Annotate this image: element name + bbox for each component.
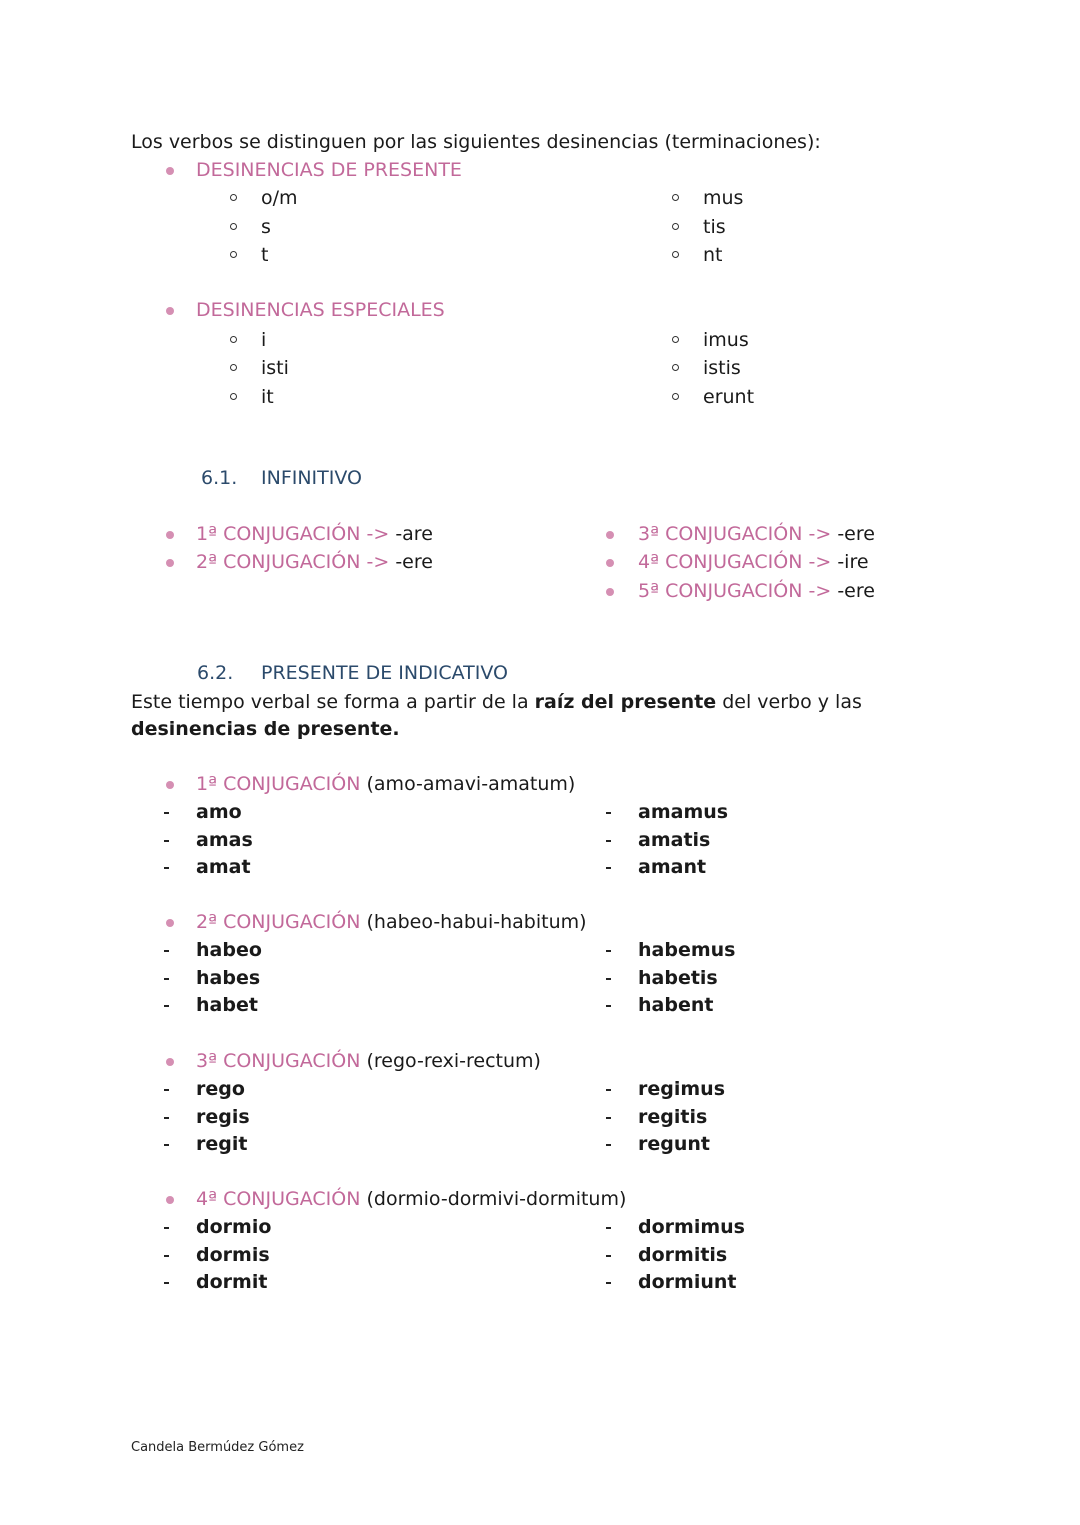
dash-bullet-icon [606,840,611,842]
conjugation-paradigm: (amo-amavi-amatum) [366,773,576,795]
section-title-infinitivo: INFINITIVO [261,467,362,489]
dash-bullet-icon [164,1144,169,1146]
conjugation-heading [196,1050,541,1072]
presente-right-1: mus [703,187,744,209]
especiales-right-1: imus [703,329,749,351]
bullet-icon [166,1058,174,1066]
dash-bullet-icon [164,812,169,814]
presente-indicativo-paragraph: Este tiempo verbal se forma a partir de la raíz del presente del verbo y las desinencias de presente. [131,691,862,740]
circle-bullet-icon [230,194,237,201]
bullet-icon [166,307,174,315]
circle-bullet-icon [230,223,237,230]
bullet-icon [606,588,614,596]
circle-bullet-icon [230,251,237,258]
conjugation-heading [196,1188,626,1210]
verb-form: habes [196,966,261,989]
presente-left-2: s [261,216,271,238]
verb-form: regitis [638,1105,708,1128]
verb-form: amas [196,828,253,851]
dash-bullet-icon [164,1227,169,1229]
dash-bullet-icon [606,1282,611,1284]
especiales-left-3: it [261,386,274,408]
verb-form: regunt [638,1133,710,1155]
bullet-icon [166,559,174,567]
circle-bullet-icon [672,223,679,230]
bullet-icon [166,781,174,789]
circle-bullet-icon [230,393,237,400]
infinitivo-item-2: 2ª CONJUGACIÓN -> -ere [196,551,433,573]
verb-form: habent [638,994,714,1016]
infinitivo-item-3: 3ª CONJUGACIÓN -> -ere [638,523,875,545]
dash-bullet-icon [606,978,611,980]
circle-bullet-icon [672,364,679,371]
bullet-icon [606,559,614,567]
conjugation-label: 2ª CONJUGACIÓN [196,911,361,933]
especiales-right-2: istis [703,357,741,379]
conjugation-label: 3ª CONJUGACIÓN [196,1050,361,1072]
intro-text: Los verbos se distinguen por las siguientes desinencias (terminaciones): [131,131,821,153]
section-title-presente-indicativo: PRESENTE DE INDICATIVO [261,662,508,684]
verb-form: regimus [638,1078,726,1100]
verb-form: dormimus [638,1216,745,1238]
dash-bullet-icon [606,1255,611,1257]
bullet-icon [166,531,174,539]
dash-bullet-icon [164,1117,169,1119]
dash-bullet-icon [164,1282,169,1284]
presente-right-2: tis [703,216,726,238]
section-number-6-2: 6.2. [197,662,234,684]
conjugation-label: 1ª CONJUGACIÓN [196,773,361,795]
conjugation-paradigm: (habeo-habui-habitum) [366,911,587,933]
circle-bullet-icon [672,251,679,258]
infinitivo-item-1: 1ª CONJUGACIÓN -> -are [196,523,433,545]
presente-title: DESINENCIAS DE PRESENTE [196,159,462,181]
verb-form: habet [196,994,258,1016]
verb-form: habeo [196,939,262,961]
verb-form: regit [196,1133,248,1155]
especiales-left-2: isti [261,357,289,379]
bullet-icon [606,531,614,539]
dash-bullet-icon [606,1144,611,1146]
verb-form: dormio [196,1216,272,1238]
footer-author: Candela Bermúdez Gómez [131,1440,304,1455]
verb-form: dormis [196,1243,270,1266]
verb-form: regis [196,1105,250,1128]
presente-right-3: nt [703,244,723,266]
dash-bullet-icon [164,840,169,842]
presente-left-1: o/m [261,187,298,209]
conjugation-paradigm: (rego-rexi-rectum) [366,1050,541,1072]
verb-form: amamus [638,801,729,823]
infinitivo-item-5: 5ª CONJUGACIÓN -> -ere [638,580,875,602]
circle-bullet-icon [230,336,237,343]
dash-bullet-icon [606,950,611,952]
section-number-6-1: 6.1. [201,467,238,489]
verb-form: amatis [638,828,711,851]
dash-bullet-icon [164,950,169,952]
circle-bullet-icon [672,194,679,201]
conjugation-heading [196,773,575,795]
verb-form: rego [196,1078,245,1100]
dash-bullet-icon [606,1089,611,1091]
conjugation-paradigm: (dormio-dormivi-dormitum) [366,1188,627,1210]
especiales-left-1: i [261,329,267,351]
dash-bullet-icon [606,812,611,814]
especiales-title: DESINENCIAS ESPECIALES [196,299,445,321]
circle-bullet-icon [672,393,679,400]
dash-bullet-icon [606,1227,611,1229]
verb-form: amant [638,856,707,878]
bullet-icon [166,919,174,927]
dash-bullet-icon [164,1005,169,1007]
verb-form: dormiunt [638,1271,737,1293]
conjugation-label: 4ª CONJUGACIÓN [196,1188,361,1210]
circle-bullet-icon [230,364,237,371]
especiales-right-3: erunt [703,386,755,408]
dash-bullet-icon [606,867,611,869]
conjugation-heading [196,911,587,933]
dash-bullet-icon [164,867,169,869]
bullet-icon [166,167,174,175]
infinitivo-item-4: 4ª CONJUGACIÓN -> -ire [638,551,869,573]
dash-bullet-icon [606,1117,611,1119]
dash-bullet-icon [164,978,169,980]
dash-bullet-icon [606,1005,611,1007]
circle-bullet-icon [672,336,679,343]
presente-left-3: t [261,244,269,266]
verb-form: dormit [196,1271,268,1293]
verb-form: amo [196,801,242,823]
dash-bullet-icon [164,1255,169,1257]
bullet-icon [166,1196,174,1204]
verb-form: dormitis [638,1243,728,1266]
verb-form: habemus [638,939,736,961]
verb-form: amat [196,856,251,878]
dash-bullet-icon [164,1089,169,1091]
verb-form: habetis [638,966,718,989]
